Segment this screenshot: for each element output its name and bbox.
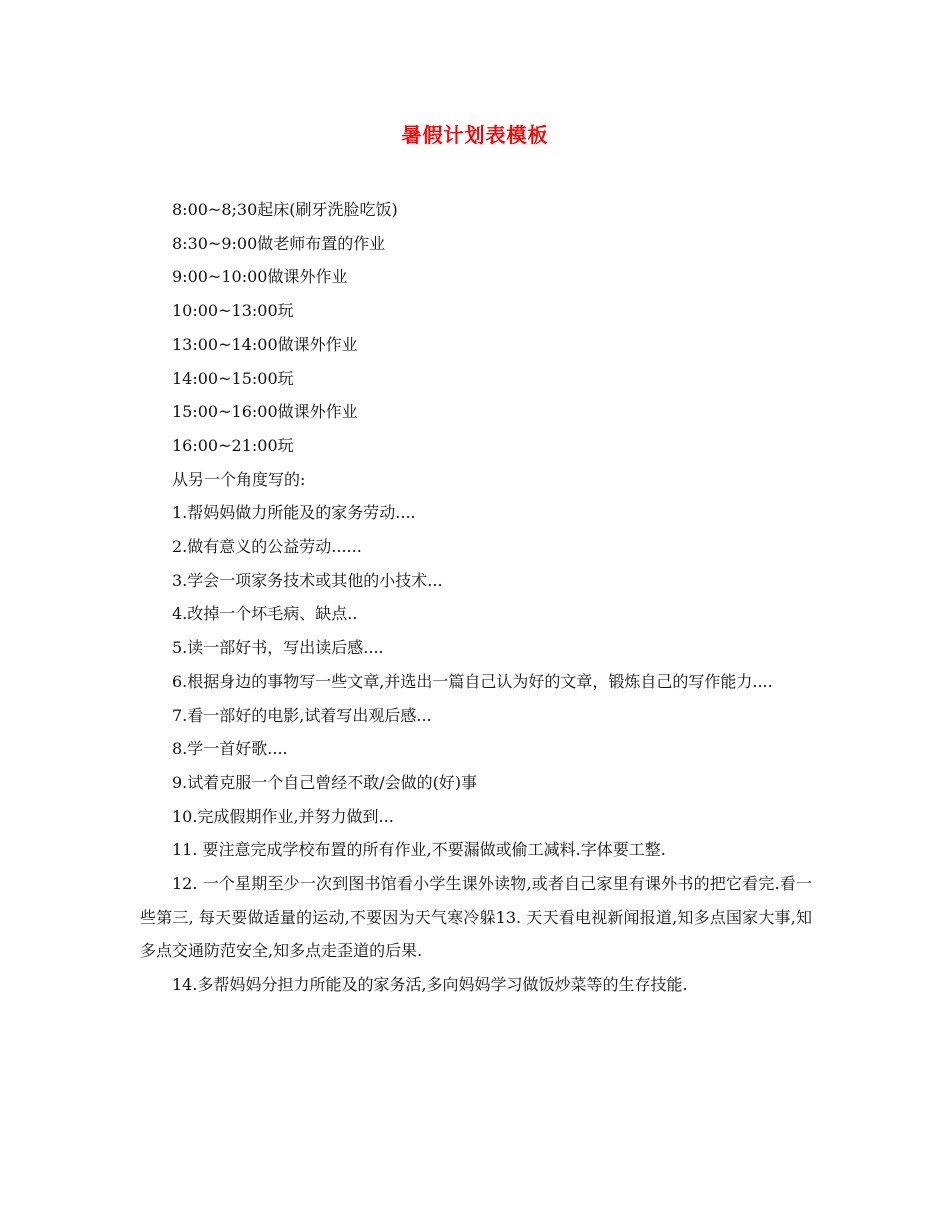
plan-item: 2.做有意义的公益劳动...... xyxy=(172,537,362,557)
schedule-line: 9:00~10:00做课外作业 xyxy=(172,267,348,287)
plan-item: 1.帮妈妈做力所能及的家务劳动.... xyxy=(172,503,416,523)
schedule-line: 15:00~16:00做课外作业 xyxy=(172,402,358,422)
plan-item: 7.看一部好的电影,试着写出观后感... xyxy=(172,705,432,725)
plan-item: 3.学会一项家务技术或其他的小技术... xyxy=(172,570,443,590)
plan-item: 5.读一部好书，写出读后感.... xyxy=(172,638,384,658)
plan-item: 10.完成假期作业,并努力做到... xyxy=(172,806,394,826)
plan-item: 8.学一首好歌.... xyxy=(172,739,288,759)
schedule-line: 10:00~13:00玩 xyxy=(172,301,294,321)
plan-item: 11. 要注意完成学校布置的所有作业,不要漏做或偷工减料.字体要工整. xyxy=(172,840,666,860)
plan-item: 6.根据身边的事物写一些文章,并选出一篇自己认为好的文章，锻炼自己的写作能力.... xyxy=(172,671,773,691)
schedule-line: 8:30~9:00做老师布置的作业 xyxy=(172,233,386,253)
plan-item: 4.改掉一个坏毛病、缺点.. xyxy=(172,604,358,624)
schedule-line: 14:00~15:00玩 xyxy=(172,368,294,388)
plan-item: 12. 一个星期至少一次到图书馆看小学生课外读物,或者自己家里有课外书的把它看完.看一些第三, 每天要做适量的运动,不要因为天气寒冷躲13. 天天看电视新闻报道,知多点国家大事,知多点交通防范安全,知多点走歪道的后果. xyxy=(140,874,812,961)
page-title: 暑假计划表模板 xyxy=(401,123,549,147)
plan-item: 14.多帮妈妈分担力所能及的家务活,多向妈妈学习做饭炒菜等的生存技能. xyxy=(172,975,688,995)
schedule-line: 16:00~21:00玩 xyxy=(172,435,294,455)
document-body xyxy=(140,193,812,1002)
section-heading: 从另一个角度写的: xyxy=(172,469,306,489)
plan-item: 9.试着克服一个自己曾经不敢/会做的(好)事 xyxy=(172,772,478,792)
schedule-line: 13:00~14:00做课外作业 xyxy=(172,334,358,354)
schedule-line: 8:00~8;30起床(刷牙洗脸吃饭) xyxy=(172,200,398,219)
